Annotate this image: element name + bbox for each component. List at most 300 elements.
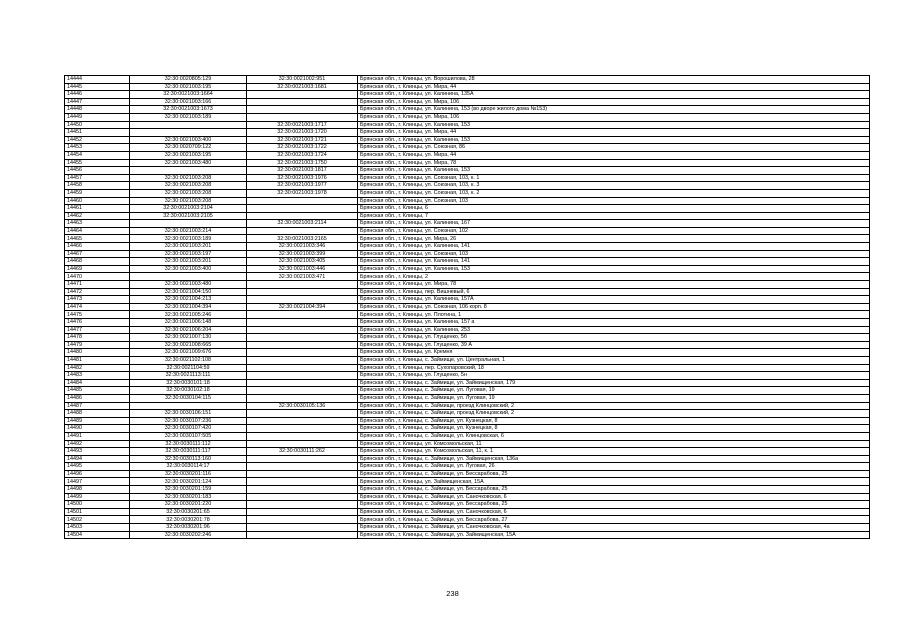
table-row — [65, 372, 870, 380]
row-number-cell: 14493 — [65, 448, 130, 456]
building-number-cell — [247, 288, 358, 296]
parcel-number-cell: 32:30:0021003:189 — [130, 113, 247, 121]
building-number-cell — [247, 212, 358, 220]
parcel-number-cell: 32:30:0030201:220 — [130, 501, 247, 509]
page-number: 238 — [446, 589, 459, 598]
parcel-number-cell: 32:30:0021006:204 — [130, 326, 247, 334]
table-row — [65, 425, 870, 433]
parcel-number-cell: 32:30:0021003:208 — [130, 182, 247, 190]
table-row — [65, 151, 870, 159]
row-number-cell: 14453 — [65, 144, 130, 152]
table-row — [65, 531, 870, 539]
building-number-cell — [247, 524, 358, 532]
parcel-number-cell: 32:30:0030113:160 — [130, 455, 247, 463]
table-row — [65, 486, 870, 494]
table-row — [65, 197, 870, 205]
row-number-cell: 14452 — [65, 136, 130, 144]
parcel-number-cell — [130, 402, 247, 410]
row-number-cell: 14472 — [65, 288, 130, 296]
row-number-cell: 14460 — [65, 197, 130, 205]
row-number-cell: 14500 — [65, 501, 130, 509]
building-number-cell: 32:30:0021003:1976 — [247, 174, 358, 182]
table-row — [65, 296, 870, 304]
address-cell: Брянская обл., г. Клинцы, ул. Мира, 26 — [358, 235, 870, 243]
table-row — [65, 440, 870, 448]
parcel-number-cell: 32:30:0021008:665 — [130, 341, 247, 349]
building-number-cell — [247, 197, 358, 205]
parcel-number-cell: 32:30:0021003:480 — [130, 281, 247, 289]
row-number-cell: 14457 — [65, 174, 130, 182]
row-number-cell: 14461 — [65, 205, 130, 213]
address-cell: Брянская обл., г. Клинцы, с. Займище, ул. Бессарабова, 25 — [358, 486, 870, 494]
address-cell: Брянская обл., г. Клинцы, с. Займище, ул. Саночковская, 4а — [358, 524, 870, 532]
address-cell: Брянская обл., г. Клинцы, ул. Калинина, 153 — [358, 265, 870, 273]
table-row — [65, 432, 870, 440]
building-number-cell — [247, 531, 358, 539]
address-cell: Брянская обл., г. Клинцы, пер. Вишневый, 6 — [358, 288, 870, 296]
parcel-number-cell: 32:30:0021003:201 — [130, 243, 247, 251]
row-number-cell: 14479 — [65, 341, 130, 349]
address-cell: Брянская обл., г. Клинцы, ул. Мира, 78 — [358, 281, 870, 289]
table-row — [65, 159, 870, 167]
building-number-cell — [247, 432, 358, 440]
address-cell: Брянская обл., г. Клинцы, ул. Калинина, 141 — [358, 258, 870, 266]
building-number-cell — [247, 501, 358, 509]
row-number-cell: 14468 — [65, 258, 130, 266]
building-number-cell: 32:30:0021003:1720 — [247, 129, 358, 137]
parcel-number-cell: 32:30:0020805:129 — [130, 76, 247, 84]
registry-table — [64, 75, 870, 539]
parcel-number-cell: 32:30:0021007:130 — [130, 334, 247, 342]
table-row — [65, 478, 870, 486]
parcel-number-cell: 32:30:0021003:197 — [130, 250, 247, 258]
address-cell: Брянская обл., г. Клинцы, 2 — [358, 273, 870, 281]
building-number-cell — [247, 281, 358, 289]
parcel-number-cell: 32:30:0030201:124 — [130, 478, 247, 486]
parcel-number-cell: 32:30:0030101:18 — [130, 379, 247, 387]
row-number-cell: 14470 — [65, 273, 130, 281]
building-number-cell — [247, 486, 358, 494]
address-cell: Брянская обл., г. Клинцы, с. Займище, ул. Бессарабова, 27 — [358, 516, 870, 524]
parcel-number-cell: 32:30:0021004:150 — [130, 288, 247, 296]
building-number-cell: 32:30:0021003:1817 — [247, 167, 358, 175]
row-number-cell: 14462 — [65, 212, 130, 220]
parcel-number-cell: 32:30:0021003:1673 — [130, 106, 247, 114]
table-row — [65, 364, 870, 372]
row-number-cell: 14464 — [65, 227, 130, 235]
building-number-cell: 32:30:0021003:1722 — [247, 144, 358, 152]
building-number-cell: 32:30:0021003:1977 — [247, 182, 358, 190]
address-cell: Брянская обл., г. Клинцы, ул. Калинина, 153 — [358, 136, 870, 144]
table-row — [65, 516, 870, 524]
table-row — [65, 113, 870, 121]
address-cell: Брянская обл., г. Клинцы, ул. Мира, 44 — [358, 129, 870, 137]
address-cell: Брянская обл., г. Клинцы, ул. Ворошилова, 28 — [358, 76, 870, 84]
address-cell: Брянская обл., г. Клинцы, с. Займище, ул. Луговая, 26 — [358, 463, 870, 471]
parcel-number-cell: 32:30:0021003:208 — [130, 174, 247, 182]
table-row — [65, 288, 870, 296]
table-row — [65, 144, 870, 152]
parcel-number-cell: 32:30:0030201:116 — [130, 470, 247, 478]
row-number-cell: 14486 — [65, 394, 130, 402]
table-row — [65, 189, 870, 197]
table-row — [65, 273, 870, 281]
address-cell: Брянская обл., г. Клинцы, ул. Калинина, 167 — [358, 220, 870, 228]
parcel-number-cell: 32:30:0030111:117 — [130, 448, 247, 456]
address-cell: Брянская обл., г. Клинцы, ул. Союзная, 106 корп. 8 — [358, 303, 870, 311]
building-number-cell: 32:30:0021003:1978 — [247, 189, 358, 197]
parcel-number-cell: 32:30:0021003:2104 — [130, 205, 247, 213]
row-number-cell: 14491 — [65, 432, 130, 440]
building-number-cell: 32:30:0021003:446 — [247, 265, 358, 273]
table-row — [65, 235, 870, 243]
parcel-number-cell: 32:30:0021003:195 — [130, 83, 247, 91]
parcel-number-cell: 32:30:0021009:676 — [130, 349, 247, 357]
building-number-cell — [247, 364, 358, 372]
table-row — [65, 91, 870, 99]
building-number-cell — [247, 493, 358, 501]
parcel-number-cell: 32:30:0030201:183 — [130, 493, 247, 501]
address-cell: Брянская обл., г. Клинцы, пер. Сухопаровский, 18 — [358, 364, 870, 372]
address-cell: Брянская обл., г. Клинцы, с. Займище, ул. Бессарабова, 25 — [358, 470, 870, 478]
table-row — [65, 356, 870, 364]
building-number-cell — [247, 394, 358, 402]
table-row — [65, 265, 870, 273]
address-cell: Брянская обл., г. Клинцы, ул. Глущенко, 39 А — [358, 341, 870, 349]
table-row — [65, 326, 870, 334]
address-cell: Брянская обл., г. Клинцы, с. Займище, ул. Займищенская, 15А — [358, 531, 870, 539]
table-row — [65, 311, 870, 319]
address-cell: Брянская обл., г. Клинцы, ул. Калинина, 141 — [358, 243, 870, 251]
parcel-number-cell: 32:30:0030107:505 — [130, 432, 247, 440]
row-number-cell: 14455 — [65, 159, 130, 167]
table-row — [65, 182, 870, 190]
parcel-number-cell: 32:30:0021003:166 — [130, 98, 247, 106]
address-cell: Брянская обл., г. Клинцы, с. Займище, ул. Центральная, 1 — [358, 356, 870, 364]
row-number-cell: 14488 — [65, 410, 130, 418]
row-number-cell: 14465 — [65, 235, 130, 243]
row-number-cell: 14456 — [65, 167, 130, 175]
parcel-number-cell: 32:30:0030107:236 — [130, 417, 247, 425]
parcel-number-cell: 32:30:0030111:112 — [130, 440, 247, 448]
row-number-cell: 14502 — [65, 516, 130, 524]
row-number-cell: 14494 — [65, 455, 130, 463]
row-number-cell: 14466 — [65, 243, 130, 251]
address-cell: Брянская обл., г. Клинцы, ул. Мира, 106 — [358, 113, 870, 121]
row-number-cell: 14446 — [65, 91, 130, 99]
row-number-cell: 14480 — [65, 349, 130, 357]
parcel-number-cell — [130, 167, 247, 175]
row-number-cell: 14458 — [65, 182, 130, 190]
building-number-cell — [247, 311, 358, 319]
building-number-cell — [247, 326, 358, 334]
table-row — [65, 524, 870, 532]
address-cell: Брянская обл., г. Клинцы, ул. Калинина, 153 — [358, 121, 870, 129]
table-row — [65, 448, 870, 456]
address-cell: Брянская обл., г. Клинцы, ул. Займищенская, 15А — [358, 478, 870, 486]
row-number-cell: 14475 — [65, 311, 130, 319]
parcel-number-cell: 32:30:0030107:420 — [130, 425, 247, 433]
parcel-number-cell: 32:30:0021104:59 — [130, 364, 247, 372]
parcel-number-cell: 32:30:0030202:246 — [130, 531, 247, 539]
row-number-cell: 14492 — [65, 440, 130, 448]
building-number-cell — [247, 113, 358, 121]
building-number-cell — [247, 91, 358, 99]
table-row — [65, 463, 870, 471]
address-cell: Брянская обл., г. Клинцы, ул. Кремня — [358, 349, 870, 357]
building-number-cell — [247, 106, 358, 114]
building-number-cell: 32:30:0021003:346 — [247, 243, 358, 251]
building-number-cell: 32:30:0021003:471 — [247, 273, 358, 281]
address-cell: Брянская обл., г. Клинцы, ул. Калинина, 135А — [358, 91, 870, 99]
table-row — [65, 508, 870, 516]
table-row — [65, 167, 870, 175]
table-row — [65, 205, 870, 213]
building-number-cell: 32:30:0021003:1724 — [247, 151, 358, 159]
parcel-number-cell: 32:30:0021003:2105 — [130, 212, 247, 220]
table-row — [65, 341, 870, 349]
address-cell: Брянская обл., г. Клинцы, ул. Калинина, 157А — [358, 296, 870, 304]
building-number-cell: 32:30:0021003:2165 — [247, 235, 358, 243]
row-number-cell: 14450 — [65, 121, 130, 129]
building-number-cell — [247, 205, 358, 213]
address-cell: Брянская обл., г. Клинцы, ул. Союзная, 103, к. 1 — [358, 174, 870, 182]
row-number-cell: 14482 — [65, 364, 130, 372]
table-row — [65, 106, 870, 114]
row-number-cell: 14471 — [65, 281, 130, 289]
building-number-cell — [247, 516, 358, 524]
table-row — [65, 250, 870, 258]
table-row — [65, 174, 870, 182]
building-number-cell — [247, 319, 358, 327]
building-number-cell — [247, 341, 358, 349]
building-number-cell — [247, 425, 358, 433]
table-row — [65, 258, 870, 266]
table-row — [65, 394, 870, 402]
table-row — [65, 121, 870, 129]
row-number-cell: 14448 — [65, 106, 130, 114]
building-number-cell: 32:30:0021003:1721 — [247, 136, 358, 144]
row-number-cell: 14459 — [65, 189, 130, 197]
building-number-cell — [247, 508, 358, 516]
row-number-cell: 14499 — [65, 493, 130, 501]
building-number-cell — [247, 227, 358, 235]
address-cell: Брянская обл., г. Клинцы, ул. Глущенко, 5н — [358, 372, 870, 380]
table-row — [65, 227, 870, 235]
table-row — [65, 129, 870, 137]
parcel-number-cell: 32:30:0030104:115 — [130, 394, 247, 402]
address-cell: Брянская обл., г. Клинцы, с. Займище, ул. Саночковская, 6 — [358, 508, 870, 516]
address-cell: Брянская обл., г. Клинцы, ул. Союзная, 86 — [358, 144, 870, 152]
row-number-cell: 14481 — [65, 356, 130, 364]
address-cell: Брянская обл., г. Клинцы, ул. Мира, 78 — [358, 159, 870, 167]
address-cell: Брянская обл., г. Клинцы, ул. Глущенко, 5б — [358, 334, 870, 342]
building-number-cell — [247, 356, 358, 364]
table-row — [65, 501, 870, 509]
building-number-cell — [247, 296, 358, 304]
row-number-cell: 14484 — [65, 379, 130, 387]
row-number-cell: 14490 — [65, 425, 130, 433]
parcel-number-cell: 32:30:0021003:201 — [130, 258, 247, 266]
building-number-cell — [247, 379, 358, 387]
building-number-cell: 32:30:0021003:2114 — [247, 220, 358, 228]
address-cell: Брянская обл., г. Клинцы, с. Займище, ул. Клинцовская, 6 — [358, 432, 870, 440]
table-row — [65, 220, 870, 228]
table-row — [65, 455, 870, 463]
row-number-cell: 14504 — [65, 531, 130, 539]
building-number-cell — [247, 410, 358, 418]
parcel-number-cell: 32:30:0021003:214 — [130, 227, 247, 235]
address-cell: Брянская обл., г. Клинцы, с. Займище, ул. Луговая, 19 — [358, 394, 870, 402]
parcel-number-cell: 32:30:0021003:480 — [130, 159, 247, 167]
building-number-cell — [247, 98, 358, 106]
address-cell: Брянская обл., г. Клинцы, ул. Комсомольская, 11, к. 1 — [358, 448, 870, 456]
row-number-cell: 14495 — [65, 463, 130, 471]
address-cell: Брянская обл., г. Клинцы, ул. Союзная, 103 — [358, 197, 870, 205]
parcel-number-cell: 32:30:0021102:108 — [130, 356, 247, 364]
table-row — [65, 319, 870, 327]
building-number-cell — [247, 478, 358, 486]
parcel-number-cell: 32:30:0021003:400 — [130, 265, 247, 273]
address-cell: Брянская обл., г. Клинцы, с. Займище, ул. Кузнецкая, 8 — [358, 417, 870, 425]
row-number-cell: 14503 — [65, 524, 130, 532]
building-number-cell: 32:30:0021003:1681 — [247, 83, 358, 91]
table-row — [65, 493, 870, 501]
table-row — [65, 334, 870, 342]
address-cell: Брянская обл., г. Клинцы, с. Займище, ул. Займищенская, 136а — [358, 455, 870, 463]
table-row — [65, 303, 870, 311]
address-cell: Брянская обл., г. Клинцы, ул. Союзная, 102 — [358, 227, 870, 235]
address-cell: Брянская обл., г. Клинцы, ул. Плотина, 1 — [358, 311, 870, 319]
table-row — [65, 76, 870, 84]
row-number-cell: 14498 — [65, 486, 130, 494]
address-cell: Брянская обл., г. Клинцы, ул. Мира, 44 — [358, 151, 870, 159]
building-number-cell — [247, 455, 358, 463]
row-number-cell: 14451 — [65, 129, 130, 137]
parcel-number-cell — [130, 220, 247, 228]
parcel-number-cell: 32:30:0030201:78 — [130, 516, 247, 524]
building-number-cell — [247, 372, 358, 380]
building-number-cell — [247, 387, 358, 395]
parcel-number-cell: 32:30:0021004:394 — [130, 303, 247, 311]
row-number-cell: 14501 — [65, 508, 130, 516]
parcel-number-cell: 32:30:0021006:148 — [130, 319, 247, 327]
parcel-number-cell: 32:30:0021003:195 — [130, 151, 247, 159]
building-number-cell: 32:30:0021004:394 — [247, 303, 358, 311]
parcel-number-cell: 32:30:0030201:159 — [130, 486, 247, 494]
address-cell: Брянская обл., г. Клинцы, ул. Калинина, 153 (во дворе жилого дома №153) — [358, 106, 870, 114]
address-cell: Брянская обл., г. Клинцы, с. Займище, проезд Клинцовский, 2 — [358, 402, 870, 410]
parcel-number-cell: 32:30:0021113:111 — [130, 372, 247, 380]
building-number-cell: 32:30:0021003:1750 — [247, 159, 358, 167]
row-number-cell: 14487 — [65, 402, 130, 410]
registry-table-body — [65, 76, 870, 539]
parcel-number-cell: 32:30:0021003:208 — [130, 189, 247, 197]
address-cell: Брянская обл., г. Клинцы, ул. Мира, 44 — [358, 83, 870, 91]
row-number-cell: 14485 — [65, 387, 130, 395]
address-cell: Брянская обл., г. Клинцы, ул. Союзная, 103, к. 2 — [358, 189, 870, 197]
building-number-cell: 32:30:0030105:136 — [247, 402, 358, 410]
address-cell: Брянская обл., г. Клинцы, с. Займище, ул. Кузнецкая, 8 — [358, 425, 870, 433]
table-row — [65, 83, 870, 91]
table-row — [65, 98, 870, 106]
table-row — [65, 379, 870, 387]
parcel-number-cell: 32:30:0021003:400 — [130, 136, 247, 144]
parcel-number-cell — [130, 273, 247, 281]
row-number-cell: 14478 — [65, 334, 130, 342]
row-number-cell: 14445 — [65, 83, 130, 91]
address-cell: Брянская обл., г. Клинцы, с. Займище, ул. Саночковская, 6 — [358, 493, 870, 501]
parcel-number-cell: 32:30:0021003:1664 — [130, 91, 247, 99]
row-number-cell: 14447 — [65, 98, 130, 106]
row-number-cell: 14444 — [65, 76, 130, 84]
row-number-cell: 14474 — [65, 303, 130, 311]
table-row — [65, 349, 870, 357]
address-cell: Брянская обл., г. Клинцы, 7 — [358, 212, 870, 220]
table-row — [65, 470, 870, 478]
address-cell: Брянская обл., г. Клинцы, ул. Союзная, 103 — [358, 250, 870, 258]
parcel-number-cell: 32:30:0030106:151 — [130, 410, 247, 418]
row-number-cell: 14469 — [65, 265, 130, 273]
address-cell: Брянская обл., г. Клинцы, с. Займище, ул. Займищенская, 179 — [358, 379, 870, 387]
table-row — [65, 417, 870, 425]
row-number-cell: 14496 — [65, 470, 130, 478]
row-number-cell: 14476 — [65, 319, 130, 327]
address-cell: Брянская обл., г. Клинцы, 6 — [358, 205, 870, 213]
table-row — [65, 402, 870, 410]
building-number-cell: 32:30:0030111:262 — [247, 448, 358, 456]
address-cell: Брянская обл., г. Клинцы, с. Займище, ул. Бессарабова, 25 — [358, 501, 870, 509]
building-number-cell — [247, 470, 358, 478]
parcel-number-cell: 32:30:0021004:213 — [130, 296, 247, 304]
parcel-number-cell: 32:30:0030102:18 — [130, 387, 247, 395]
building-number-cell — [247, 417, 358, 425]
parcel-number-cell: 32:30:0030201:96 — [130, 524, 247, 532]
parcel-number-cell — [130, 129, 247, 137]
building-number-cell — [247, 334, 358, 342]
table-row — [65, 243, 870, 251]
row-number-cell: 14463 — [65, 220, 130, 228]
building-number-cell — [247, 463, 358, 471]
row-number-cell: 14473 — [65, 296, 130, 304]
building-number-cell: 32:30:0021002:951 — [247, 76, 358, 84]
parcel-number-cell: 32:30:0021003:189 — [130, 235, 247, 243]
row-number-cell: 14477 — [65, 326, 130, 334]
row-number-cell: 14489 — [65, 417, 130, 425]
address-cell: Брянская обл., г. Клинцы, ул. Калинина, 253 — [358, 326, 870, 334]
address-cell: Брянская обл., г. Клинцы, с. Займище, ул. Луговая, 19 — [358, 387, 870, 395]
table-row — [65, 136, 870, 144]
table-row — [65, 410, 870, 418]
building-number-cell: 32:30:0021003:399 — [247, 250, 358, 258]
table-row — [65, 281, 870, 289]
parcel-number-cell: 32:30:0030201:65 — [130, 508, 247, 516]
table-row — [65, 387, 870, 395]
building-number-cell — [247, 349, 358, 357]
table-row — [65, 212, 870, 220]
address-cell: Брянская обл., г. Клинцы, с. Займище, проезд Клинцовский, 2 — [358, 410, 870, 418]
building-number-cell: 32:30:0021003:405 — [247, 258, 358, 266]
row-number-cell: 14483 — [65, 372, 130, 380]
row-number-cell: 14449 — [65, 113, 130, 121]
row-number-cell: 14454 — [65, 151, 130, 159]
parcel-number-cell: 32:30:0021003:208 — [130, 197, 247, 205]
parcel-number-cell: 32:30:0021005:246 — [130, 311, 247, 319]
building-number-cell — [247, 440, 358, 448]
row-number-cell: 14497 — [65, 478, 130, 486]
parcel-number-cell: 32:30:0030114:17 — [130, 463, 247, 471]
parcel-number-cell: 32:30:0020709:122 — [130, 144, 247, 152]
